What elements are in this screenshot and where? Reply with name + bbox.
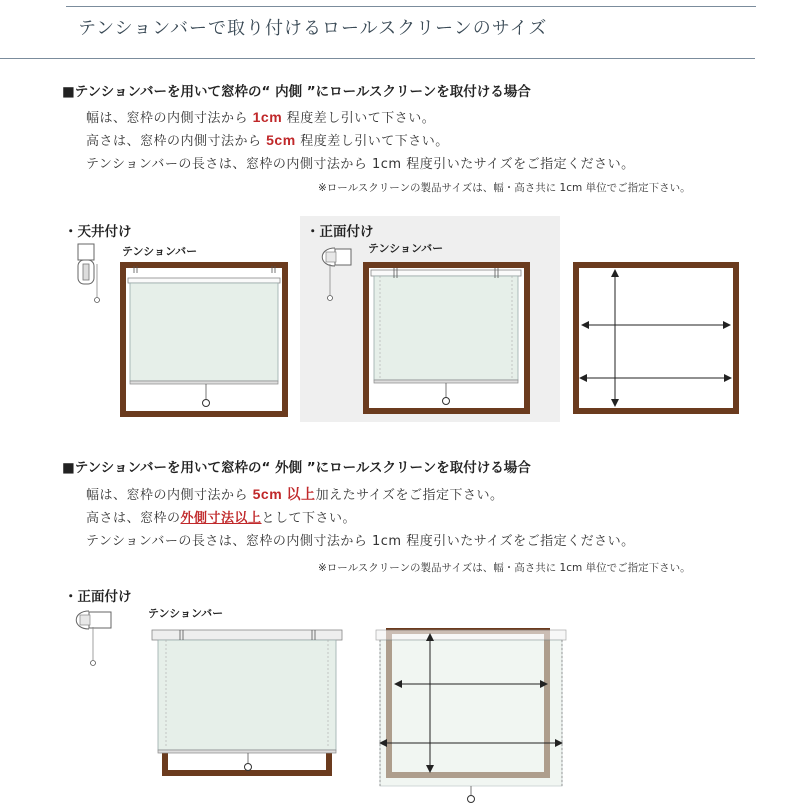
outside-width-rule: 幅は、窓枠の内側寸法から 5cm 以上加えたサイズをご指定下さい。 bbox=[86, 486, 504, 503]
page-title: テンションバーで取り付けるロールスクリーンのサイズ bbox=[78, 18, 548, 39]
outside-height-rule: 高さは、窓枠の外側寸法以上として下さい。 bbox=[86, 511, 357, 526]
outside-front-window bbox=[152, 630, 342, 776]
ceiling-bracket-icon bbox=[78, 244, 100, 303]
outside-height-value: 外側寸法以上 bbox=[180, 511, 262, 526]
outside-heading: ■テンションバーを用いて窓枠の“ 外側 ”にロールスクリーンを取付ける場合 bbox=[62, 460, 531, 476]
outside-size-note: ※ロールスクリーンの製品サイズは、幅・高さ共に 1cm 単位でご指定下さい。 bbox=[318, 562, 691, 574]
front-bracket-icon bbox=[322, 248, 351, 301]
inside-size-note: ※ロールスクリーンの製品サイズは、幅・高さ共に 1cm 単位でご指定下さい。 bbox=[318, 182, 691, 194]
inside-heading: ■テンションバーを用いて窓枠の“ 内側 ”にロールスクリーンを取付ける場合 bbox=[62, 84, 531, 100]
front-mount-label: ・正面付け bbox=[306, 224, 374, 240]
ceiling-mount-label: ・天井付け bbox=[64, 224, 132, 240]
outside-width-value: 5cm 以上 bbox=[252, 486, 316, 502]
outside-tension-bar-label: テンションバー bbox=[148, 607, 224, 620]
tension-bar-label-front: テンションバー bbox=[368, 242, 444, 255]
inside-height-value: 5cm bbox=[266, 132, 296, 148]
outside-dimension-diagram bbox=[376, 628, 566, 803]
inside-height-rule: 高さは、窓枠の内側寸法から 5cm 程度差し引いて下さい。 bbox=[86, 132, 449, 149]
outside-bracket-icon bbox=[76, 611, 111, 666]
inside-dimension-diagram bbox=[573, 262, 739, 414]
inside-bar-rule: テンションバーの長さは、窓枠の内側寸法から 1cm 程度引いたサイズをご指定ください。 bbox=[86, 157, 635, 172]
inside-width-rule: 幅は、窓枠の内側寸法から 1cm 程度差し引いて下さい。 bbox=[86, 109, 436, 126]
inside-width-value: 1cm bbox=[252, 109, 283, 125]
ceiling-mount-window bbox=[120, 262, 288, 417]
tension-bar-label-ceiling: テンションバー bbox=[122, 245, 198, 258]
outside-front-mount-label: ・正面付け bbox=[64, 589, 132, 605]
outside-bar-rule: テンションバーの長さは、窓枠の内側寸法から 1cm 程度引いたサイズをご指定ください。 bbox=[86, 534, 635, 549]
front-mount-window bbox=[363, 262, 530, 414]
